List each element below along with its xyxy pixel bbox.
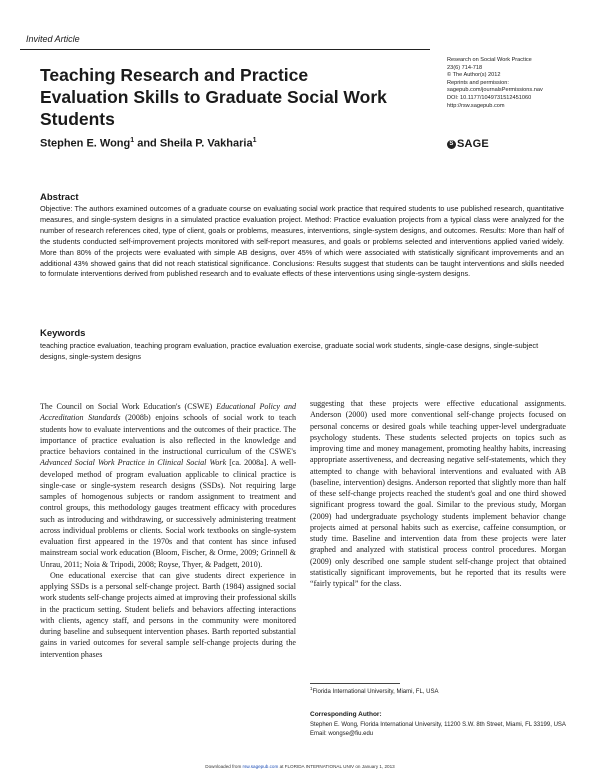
author-affiliation-marker: 1 xyxy=(252,137,257,144)
keywords-text: teaching practice evaluation, teaching program evaluation, practice evaluation exercise, graduate social work students, single-case designs, single-subject designs, single-system designs xyxy=(40,341,539,361)
download-suffix: at FLORIDA INTERNATIONAL UNIV on January 1, 2013 xyxy=(278,764,395,769)
journal-volume-issue: 23(6) 714-718 xyxy=(447,64,483,71)
article-type-label: Invited Article xyxy=(26,34,80,44)
body-text: [ca. 2008a]. A well-developed method of program evaluation applicable to clinical practice is single-case or single-system research designs (SSDs). Not requiring large samples of homogenous subjects or random assignment to treatment and control groups, this methodology gauges treatment efficacy with procedures such as introducing and withdrawing, or successively administering treatment across individual problems or clients. Social work textbooks on single-system evaluation first appeared in the 1970s and that content has since infused mainstream social work education (Bloom, Fischer, & Orme, 2009; Grinnell & Unrau, 2011; Noia & Tripodi, 2008; Royse, Thyer, & Padgett, 2010). xyxy=(40,458,296,569)
author-name: Sheila P. Vakharia xyxy=(159,137,253,150)
article-title: Teaching Research and Practice Evaluation Skills to Graduate Social Work Students xyxy=(40,65,387,129)
body-paragraph: suggesting that these projects were effective educational assignments. Anderson (2000) used more conventional self-change projects focused on personal concerns or desired goals while teaching upper-level undergraduate psychology students. These students selected projects on topics such as improving time and money management, promoting healthy habits, increasing appropriate assertiveness, and decreasing negative self-statements, which they attempted to change with behavioral interventions and evaluated with AB (baseline, intervention) designs. Anderson reported that slightly more than half of these self-change projects reached the student's goal and one third showed significant progress toward the goal. Similar to the previous study, Morgan (2009) had undergraduate psychology students implement behavior change projects aimed at personal habits such as exercise, caffeine consumption, or study time. Baseline and intervention data from these projects were later graphed and analyzed with statistical process control procedures. Morgan (2009) only described one sample student self-change project that obtained statistically significant improvements, but he reported that its results were “fairly typical” for the class. xyxy=(310,399,566,588)
author-line xyxy=(40,137,256,150)
download-prefix: Downloaded from xyxy=(205,764,243,769)
body-column-left xyxy=(40,401,296,660)
reprints-label: Reprints and permission: xyxy=(447,79,509,86)
body-text-italic: Educational Policy and Accreditation Standards xyxy=(40,402,297,423)
reprints-link[interactable]: sagepub.com/journalsPermissions.nav xyxy=(447,87,543,94)
sage-logo xyxy=(447,138,489,150)
download-notice xyxy=(0,764,600,769)
abstract-heading: Abstract xyxy=(40,192,79,203)
publisher-name: SAGE xyxy=(457,138,489,150)
corresponding-author-heading: Corresponding Author: xyxy=(310,711,382,718)
keywords-heading: Keywords xyxy=(40,328,86,339)
affiliation-text: Florida International University, Miami, FL, USA xyxy=(312,689,439,695)
author-affiliation-marker: 1 xyxy=(130,137,135,144)
download-site-link[interactable]: rsw.sagepub.com xyxy=(242,764,279,769)
author-name: Stephen E. Wong xyxy=(40,137,131,150)
doi: DOI: 10.1177/1049731512451060 xyxy=(447,94,532,101)
body-text: (2008b) enjoins schools of social work to teach students how to evaluate interventions and the outcomes of their practice. The importance of practice evaluation is also reflected in the knowledge and practice behaviors contained in the instructional curriculum of the CSWE's xyxy=(40,413,296,456)
footnote-marker: 1 xyxy=(310,686,313,691)
author-conjunction: and xyxy=(134,137,160,150)
corresponding-author-email[interactable]: Email: wongse@fiu.edu xyxy=(310,731,374,737)
body-text: The Council on Social Work Education's (CSWE) xyxy=(40,402,217,411)
corresponding-author-details xyxy=(310,721,580,739)
journal-info-block xyxy=(447,57,587,110)
corresponding-author-address: Stephen E. Wong, Florida International University, 11200 S.W. 8th Street, Miami, FL 33199, USA xyxy=(310,722,566,728)
journal-name: Research on Social Work Practice xyxy=(447,57,532,63)
header-rule xyxy=(20,49,430,50)
body-column-right xyxy=(310,398,566,589)
footnote-rule xyxy=(310,683,400,684)
journal-url[interactable]: http://rsw.sagepub.com xyxy=(447,102,505,109)
copyright-notice: © The Author(s) 2012 xyxy=(447,72,501,79)
body-paragraph xyxy=(40,401,296,570)
affiliation-footnote xyxy=(310,686,438,695)
sage-logo-icon: S xyxy=(447,140,456,149)
body-paragraph: One educational exercise that can give students direct experience in applying SSDs is a personal self-change project. Barth (1984) assigned social work students self-change projects aimed at improving their professional skills in the practicum setting. Student beliefs and behaviors affecting interactions with clients, agency staff, and persons in the community were monitored during baseline and subsequent intervention phases. Barth reported substantial gains in varied outcomes for several sample self-change projects during the intervention phases xyxy=(40,570,296,659)
body-text-italic: Advanced Social Work Practice in Clinical Social Work xyxy=(40,458,227,468)
abstract-text: Objective: The authors examined outcomes of a graduate course on evaluating social work practice that required students to use published research, quantitative measures, and single-system designs in a simulated practice evaluation project. Method: Practice evaluation projects from a typical class were analyzed for the number of research references cited, type of client, goals or problems, measures, interventions, single-system designs, and outcomes. Results: More than half of the students conducted self-improvement projects monitored with self-report measures, and goals or problems selected and interventions applied varied widely. More than 80% of the projects were evaluated with simple AB designs, over 45% of which were associated with statistically significant improvements and an additional 43% showed gains that did not reach statistical significance. Conclusions: Results suggest that students can be taught interventions and skills needed to formulate interventions derived from published research and to evaluate effects of these interventions using single-system designs. xyxy=(40,204,564,279)
